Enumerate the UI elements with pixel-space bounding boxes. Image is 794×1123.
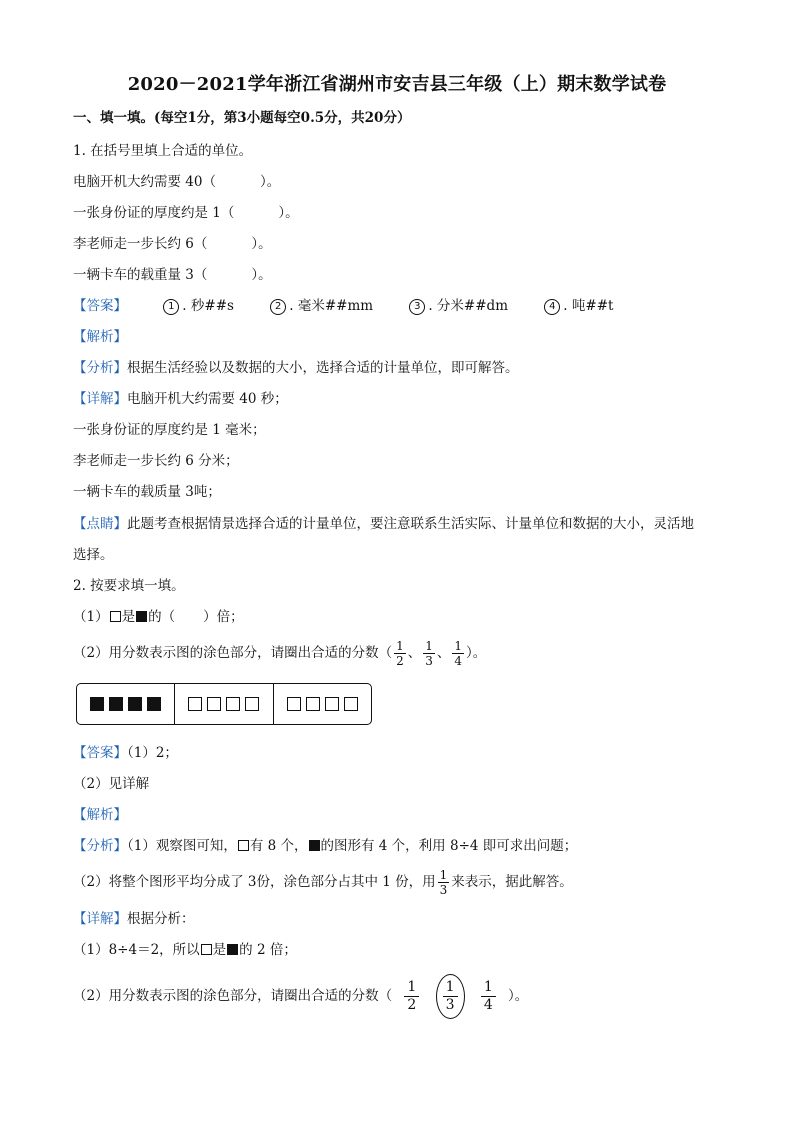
filled-square-icon <box>227 944 238 955</box>
fraction-quarter: $\frac{1}{4}$ <box>481 979 496 1014</box>
q2-xiangjie-2: （2）用分数表示图的涂色部分，请圈出合适的分数（ $\frac{1}{2}$ $\frac{1}{3}$ $\frac{1}{4}$ ）。 <box>73 970 528 1022</box>
empty-square-icon <box>287 697 301 711</box>
q2-xiangjie: 【详解】根据分析： <box>73 911 195 927</box>
section-heading: 一、填一填。(每空1分，第3小题每空0.5分，共20分） <box>73 110 411 126</box>
q1-dianjing-cont: 选择。 <box>73 547 114 563</box>
empty-square-icon <box>226 697 240 711</box>
q1-answer <box>73 297 613 315</box>
fraction-quarter: $\frac{1}{4}$ <box>454 639 463 668</box>
filled-square-icon <box>136 611 147 622</box>
filled-square-icon <box>109 697 123 711</box>
q2-answer-2: （2）见详解 <box>73 776 150 792</box>
q1-stem: 1. 在括号里填上合适的单位。 <box>73 143 253 159</box>
q1-item-1: 电脑开机大约需要 40（ ）。 <box>73 174 281 190</box>
q1-analysis-tag: 【解析】 <box>73 329 127 345</box>
q1-xiangjie-4: 一辆卡车的载质量 3吨； <box>73 484 221 500</box>
q2-analysis-tag: 【解析】 <box>73 807 127 823</box>
empty-square-icon <box>188 697 202 711</box>
empty-square-icon <box>245 697 259 711</box>
empty-square-icon <box>207 697 221 711</box>
q2-xiangjie-1: （1）8÷4＝2，所以 是 的 2 倍； <box>73 942 297 958</box>
q1-item-3: 李老师走一步长约 6（ ）。 <box>73 236 272 252</box>
q1-fenxi: 【分析】根据生活经验以及数据的大小，选择合适的计量单位，即可解答。 <box>73 360 519 376</box>
empty-square-icon <box>306 697 320 711</box>
strip-segment-3 <box>273 684 371 724</box>
fraction-third: $\frac{1}{3}$ <box>443 979 458 1014</box>
square-strip-figure <box>76 683 372 725</box>
q1-item-4: 一辆卡车的载重量 3（ ）。 <box>73 267 272 283</box>
q1-xiangjie: 【详解】电脑开机大约需要 40 秒； <box>73 391 288 407</box>
answer-tag: 【答案】 <box>73 298 127 314</box>
answer-item-2: 2 . 毫米##mm <box>270 297 373 315</box>
answer-item-4: 4 . 吨##t <box>544 297 613 315</box>
q2-stem: 2. 按要求填一填。 <box>73 578 185 594</box>
fraction-third: $\frac{1}{3}$ <box>439 868 448 897</box>
q1-dianjing: 【点睛】此题考查根据情景选择合适的计量单位，要注意联系生活实际、计量单位和数据的大小，灵活地 <box>73 516 694 532</box>
empty-square-icon <box>344 697 358 711</box>
filled-square-icon <box>147 697 161 711</box>
filled-square-icon <box>309 840 320 851</box>
empty-square-icon <box>110 611 121 622</box>
filled-square-icon <box>128 697 142 711</box>
answer-item-1: 1 . 秒##s <box>163 297 234 315</box>
fraction-third: $\frac{1}{3}$ <box>425 639 433 668</box>
q1-xiangjie-2: 一张身份证的厚度约是 1 毫米； <box>73 422 266 438</box>
q2-part1: （1） 是 的（ ）倍； <box>73 609 244 625</box>
q2-fenxi-2: （2）将整个图形平均分成了 3份，涂色部分占其中 1 份，用 $\frac{1}{3}$ 来表示，据此解答。 <box>73 868 573 897</box>
strip-segment-1 <box>77 684 174 724</box>
fraction-half: $\frac{1}{2}$ <box>396 639 404 668</box>
fraction-half: $\frac{1}{2}$ <box>404 979 419 1014</box>
empty-square-icon <box>201 944 212 955</box>
q2-answer: 【答案】（1）2； <box>73 745 178 761</box>
q1-item-2: 一张身份证的厚度约是 1（ ）。 <box>73 205 299 221</box>
q2-part2: （2）用分数表示图的涂色部分，请圈出合适的分数（ $\frac{1}{2}$ 、 $\frac{1}{3}$ 、 $\frac{1}{4}$ ）。 <box>73 639 487 668</box>
strip-segment-2 <box>174 684 272 724</box>
page-title: 2020－2021学年浙江省湖州市安吉县三年级（上）期末数学试卷 <box>127 74 667 95</box>
circled-answer-ellipse <box>436 974 465 1019</box>
empty-square-icon <box>325 697 339 711</box>
answer-item-3: 3 . 分米##dm <box>409 297 508 315</box>
q2-fenxi: 【分析】（1）观察图可知， 有 8 个， 的图形有 4 个，利用 8÷4 即可求出问题； <box>73 838 578 854</box>
q1-xiangjie-3: 李老师走一步长约 6 分米； <box>73 453 239 469</box>
empty-square-icon <box>238 840 249 851</box>
filled-square-icon <box>90 697 104 711</box>
